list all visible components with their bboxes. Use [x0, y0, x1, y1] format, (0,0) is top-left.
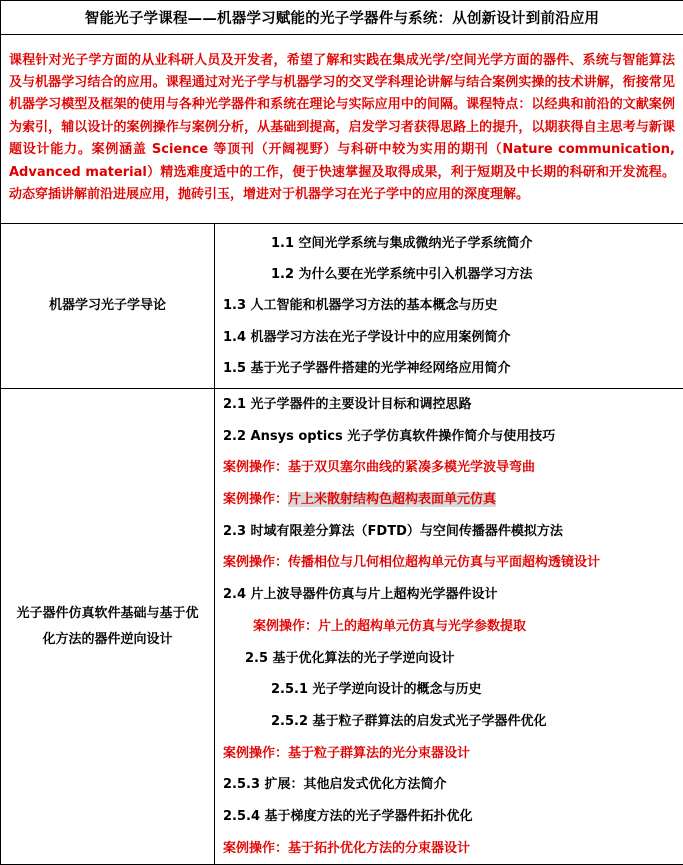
section-1-items — [215, 224, 683, 389]
case-operation: 案例操作：基于粒子群算法的光分束器设计 — [223, 738, 675, 770]
item-1-4: 1.4 机器学习方法在光子学设计中的应用案例简介 — [223, 322, 675, 353]
case-operation: 案例操作：基于双贝塞尔曲线的紧凑多模光学波导弯曲 — [223, 452, 675, 484]
item-2-5-2: 2.5.2 基于粒子群算法的启发式光子学器件优化 — [223, 706, 675, 738]
item-2-1: 2.1 光子学器件的主要设计目标和调控思路 — [223, 389, 675, 421]
item-2-5: 2.5 基于优化算法的光子学逆向设计 — [223, 643, 675, 675]
case-operation: 案例操作：基于拓扑优化方法的分束器设计 — [223, 833, 675, 865]
highlighted-text: 片上米散射结构色超构表面单元仿真 — [288, 492, 496, 507]
section-1-name: 机器学习光子学导论 — [1, 224, 215, 389]
case-operation-highlighted — [223, 484, 675, 516]
item-2-5-4: 2.5.4 基于梯度方法的光子学器件拓扑优化 — [223, 801, 675, 833]
item-1-1: 1.1 空间光学系统与集成微纳光子学系统简介 — [223, 228, 675, 259]
item-2-5-3: 2.5.3 扩展：其他启发式优化方法简介 — [223, 769, 675, 801]
item-1-2: 1.2 为什么要在光学系统中引入机器学习方法 — [223, 259, 675, 290]
course-intro: 课程针对光子学方面的从业科研人员及开发者，希望了解和实践在集成光学/空间光学方面的器件、系统与智能算法及与机器学习结合的应用。课程通过对光子学与机器学习的交叉学科理论讲解与结合案例实操的技术讲解，衔接常见机器学习模型及框架的使用与各种光学器件和系统在理论与实际应用中的间隔。课程特点：以经典和前沿的文献案例为索引，辅以设计的案例操作与案例分析，从基础到提高，启发学习者获得思路上的提升，以期获得自主思考与新课题设计能力。案例涵盖 Science 等顶刊（开阔视野）与科研中较为实用的期刊（Nature communication, Advanced material）精选难度适中的工作，便于快速掌握及取得成果，利于短期及中长期的科研和开发流程。动态穿插讲解前沿进展应用，抛砖引玉，增进对于机器学习在光子学中的应用的深度理解。 — [1, 35, 683, 224]
course-title: 智能光子学课程——机器学习赋能的光子学器件与系统：从创新设计到前沿应用 — [1, 1, 683, 35]
section-2-items — [215, 389, 683, 865]
item-2-2: 2.2 Ansys optics 光子学仿真软件操作简介与使用技巧 — [223, 421, 675, 453]
case-prefix: 案例操作： — [223, 492, 288, 507]
item-1-3: 1.3 人工智能和机器学习方法的基本概念与历史 — [223, 290, 675, 321]
item-2-4: 2.4 片上波导器件仿真与片上超构光学器件设计 — [223, 579, 675, 611]
item-2-3: 2.3 时域有限差分算法（FDTD）与空间传播器件模拟方法 — [223, 516, 675, 548]
item-1-5: 1.5 基于光子学器件搭建的光学神经网络应用简介 — [223, 353, 675, 384]
section-2-name: 光子器件仿真软件基础与基于优化方法的器件逆向设计 — [1, 389, 215, 865]
item-2-5-1: 2.5.1 光子学逆向设计的概念与历史 — [223, 674, 675, 706]
case-operation: 案例操作：片上的超构单元仿真与光学参数提取 — [223, 611, 675, 643]
case-operation: 案例操作：传播相位与几何相位超构单元仿真与平面超构透镜设计 — [223, 547, 675, 579]
